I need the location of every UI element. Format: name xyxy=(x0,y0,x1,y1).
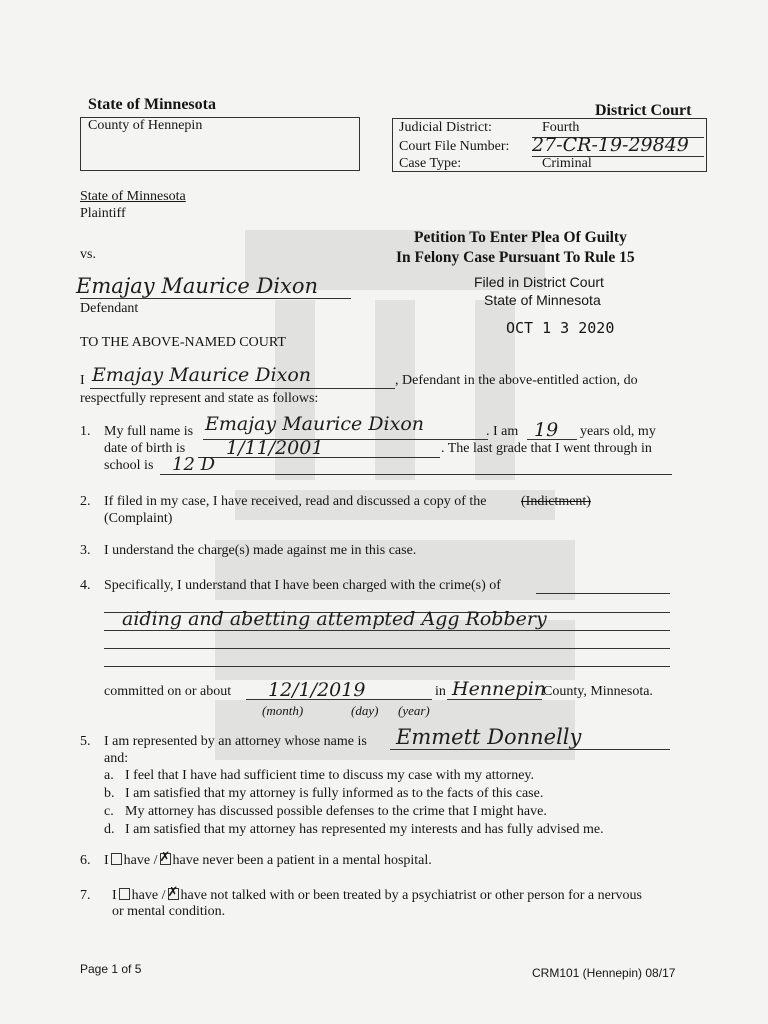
item6-i: I xyxy=(104,853,109,868)
defendant-name: Emajay Maurice Dixon xyxy=(76,274,319,298)
age-label: . I am xyxy=(486,424,519,439)
item5-text: I am represented by an attorney whose name is xyxy=(104,734,367,749)
item3-number: 3. xyxy=(80,543,91,558)
court-file-value: 27-CR-19-29849 xyxy=(532,134,689,156)
year-caption: (year) xyxy=(398,703,430,718)
item7-have-not-checkbox[interactable] xyxy=(168,888,179,900)
item6-have-checkbox[interactable] xyxy=(111,853,122,865)
page-number: Page 1 of 5 xyxy=(80,962,142,976)
item7-have: have / xyxy=(131,888,166,903)
filed-stamp-date: OCT 1 3 2020 xyxy=(506,319,615,337)
signer-name: Emajay Maurice Dixon xyxy=(92,364,312,386)
intro-line2: respectfully represent and state as follows: xyxy=(80,391,319,406)
item7-have-not: have not talked with or been treated by a psychiatrist or other person for a nervous xyxy=(180,888,642,903)
item2-text: If filed in my case, I have received, read and discussed a copy of the xyxy=(104,494,487,509)
month-caption: (month) xyxy=(262,703,304,718)
item7-i: I xyxy=(112,888,117,903)
case-type-value: Criminal xyxy=(542,156,592,171)
item5a-text: I feel that I have had sufficient time to discuss my case with my attorney. xyxy=(125,768,534,783)
item6-have-never-checkbox[interactable] xyxy=(160,853,171,865)
judicial-district-value: Fourth xyxy=(542,120,580,135)
item3-text: I understand the charge(s) made against me in this case. xyxy=(104,543,417,558)
item4-text: Specifically, I understand that I have been charged with the crime(s) of xyxy=(104,578,501,593)
attorney-value: Emmett Donnelly xyxy=(396,725,582,749)
grade-label: . The last grade that I went through in xyxy=(441,441,652,456)
item2-number: 2. xyxy=(80,494,91,509)
school-value: 12 D xyxy=(172,454,216,475)
defendant-label: Defendant xyxy=(80,301,139,316)
committed-label: committed on or about xyxy=(104,684,232,699)
item4-number: 4. xyxy=(80,578,91,593)
item5c-text: My attorney has discussed possible defenses to the crime that I might have. xyxy=(125,804,547,819)
intro-tail: , Defendant in the above-entitled action, do xyxy=(395,373,638,388)
filed-stamp-line2: State of Minnesota xyxy=(484,292,601,308)
item1-number: 1. xyxy=(80,424,91,439)
county-name: County of Hennepin xyxy=(88,118,203,133)
item5c-label: c. xyxy=(104,804,114,819)
petition-title-line1: Petition To Enter Plea Of Guilty xyxy=(414,229,627,246)
item5d-text: I am satisfied that my attorney has represented my interests and has fully advised me. xyxy=(125,822,604,837)
day-caption: (day) xyxy=(351,703,379,718)
form-number: CRM101 (Hennepin) 08/17 xyxy=(532,966,676,980)
item5d-label: d. xyxy=(104,822,115,837)
petition-title-line2: In Felony Case Pursuant To Rule 15 xyxy=(396,249,635,266)
item7-have-checkbox[interactable] xyxy=(119,888,130,900)
item7-line2: or mental condition. xyxy=(112,904,226,919)
age-value: 19 xyxy=(534,419,559,441)
plaintiff-label: Plaintiff xyxy=(80,206,126,221)
item7-text xyxy=(112,888,642,904)
county-tail: County, Minnesota. xyxy=(543,684,653,699)
complaint-text: (Complaint) xyxy=(104,511,173,526)
dob-label: date of birth is xyxy=(104,441,186,456)
court-file-label: Court File Number: xyxy=(399,139,510,154)
dob-value: 1/11/2001 xyxy=(226,437,324,459)
item6-text xyxy=(104,853,432,869)
intro-i: I xyxy=(80,373,85,388)
to-court: TO THE ABOVE-NAMED COURT xyxy=(80,335,286,350)
item5b-text: I am satisfied that my attorney is fully informed as to the facts of this case. xyxy=(125,786,544,801)
state-heading: State of Minnesota xyxy=(88,96,216,113)
item5b-label: b. xyxy=(104,786,115,801)
item6-have: have / xyxy=(123,853,158,868)
item6-have-never: have never been a patient in a mental hospital. xyxy=(172,853,432,868)
plaintiff-name: State of Minnesota xyxy=(80,189,186,204)
school-label: school is xyxy=(104,458,154,473)
offense-date-value: 12/1/2019 xyxy=(268,679,366,701)
full-name-label: My full name is xyxy=(104,424,194,439)
item5-number: 5. xyxy=(80,734,91,749)
court-heading: District Court xyxy=(595,102,692,119)
item7-number: 7. xyxy=(80,888,91,903)
item6-number: 6. xyxy=(80,853,91,868)
crime-value: aiding and abetting attempted Agg Robbery xyxy=(122,608,547,630)
county-value: Hennepin xyxy=(452,678,547,700)
in-label: in xyxy=(435,684,446,699)
filed-stamp-line1: Filed in District Court xyxy=(474,274,604,290)
item5a-label: a. xyxy=(104,768,114,783)
indictment-struck: (Indictment) xyxy=(521,494,591,509)
age-tail: years old, my xyxy=(580,424,656,439)
full-name-value: Emajay Maurice Dixon xyxy=(205,413,425,435)
vs-text: vs. xyxy=(80,247,96,262)
judicial-district-label: Judicial District: xyxy=(399,120,492,135)
and-text: and: xyxy=(104,751,129,766)
case-type-label: Case Type: xyxy=(399,156,462,171)
